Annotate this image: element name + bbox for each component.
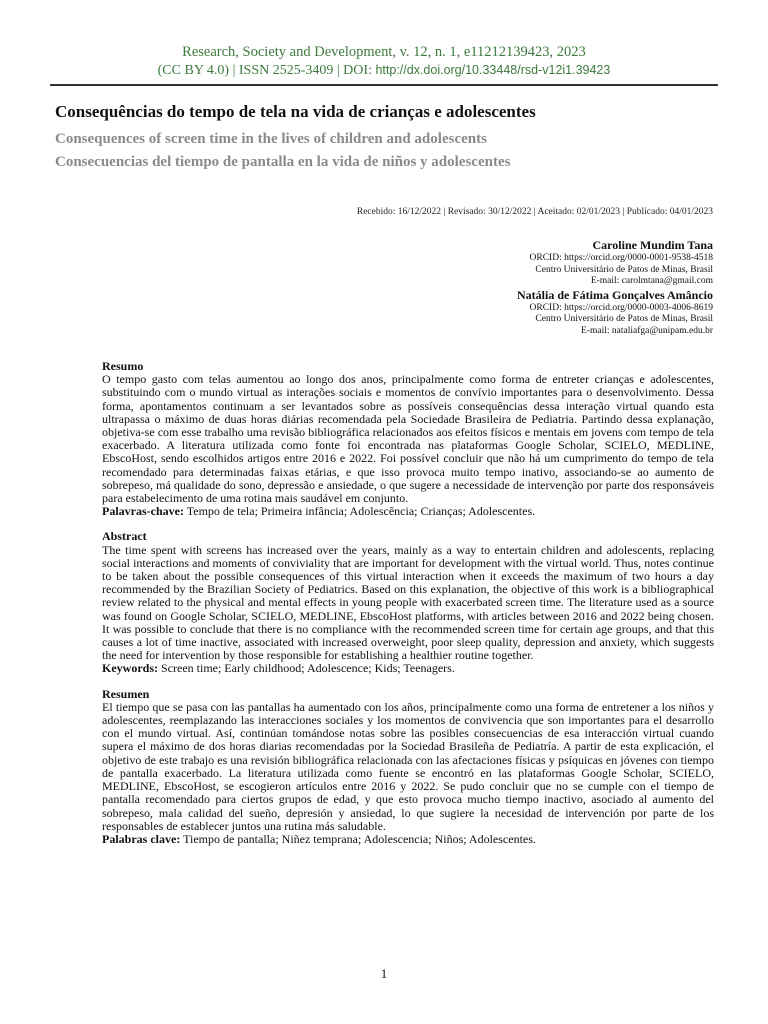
journal-header [0, 43, 768, 80]
keywords-list: Tiempo de pantalla; Niñez temprana; Adolescencia; Niños; Adolescentes. [180, 831, 536, 846]
article-titles [55, 101, 715, 175]
abstracts [102, 360, 714, 858]
publication-dates: Recebido: 16/12/2022 | Revisado: 30/12/2022 | Aceitado: 02/01/2023 | Publicado: 04/01/2023 [356, 207, 713, 217]
author-block [517, 238, 713, 337]
doi-link[interactable]: http://dx.doi.org/10.33448/rsd-v12i1.39423 [375, 63, 611, 77]
journal-citation: Research, Society and Development, v. 12, n. 1, e11212139423, 2023 [182, 44, 586, 60]
keywords-label: Palavras-chave: [102, 504, 184, 519]
author-affiliation: Centro Universitário de Patos de Minas, Brasil [535, 314, 713, 324]
author-affiliation: Centro Universitário de Patos de Minas, Brasil [535, 264, 713, 275]
author-orcid[interactable]: ORCID: https://orcid.org/0000-0003-4006-8619 [529, 302, 713, 313]
keywords-line [102, 505, 714, 518]
author-name: Caroline Mundim Tana [592, 238, 713, 252]
section-heading: Abstract [102, 529, 147, 544]
section-resumen [102, 688, 714, 846]
abstract-text: El tiempo que se pasa con las pantallas ha aumentado con los años, principalmente como una forma de entretener a los niños y adolescentes, reemplazando las interacciones sociales y los momentos de convivencia que son importantes para el desarrollo con el mundo virtual. Así, continúan tomándose notas sobre las posibles consecuencias de esa interacción virtual cuando supera el máximo de dos horas diarias recomendadas por la Sociedad Brasileña de Pediatría. A partir de esta explicación, el objetivo de este trabajo es una revisión bibliográfica relacionada con las afectaciones físicas y psíquicas en jóvenes con tiempo de pantalla exacerbado. La literatura utilizada como fuente se encontró en las plataformas Google Scholar, SCIELO, MEDLINE, EbscoHost, se escogieron artículos entre 2016 y 2022. Se pudo concluir que no se cumple con el tiempo de pantalla recomendado para ciertos grupos de edad, y que esto provoca mucho tiempo inactivo, asociado al aumento del sobrepeso, mala calidad del sueño, depresión y ansiedad, lo que sugiere la necesidad de intervención por parte de los responsables de establecer juntos una rutina más saludable. [102, 699, 714, 833]
section-heading: Resumo [102, 359, 144, 373]
title-english: Consequences of screen time in the lives of children and adolescents [55, 131, 487, 147]
keywords-label: Palabras clave: [102, 831, 181, 846]
author-1 [517, 238, 713, 288]
author-email[interactable]: E-mail: nataliafga@unipam.edu.br [581, 325, 713, 336]
keywords-list: Tempo de tela; Primeira infância; Adolescência; Crianças; Adolescentes. [183, 504, 536, 519]
abstract-text: O tempo gasto com telas aumentou ao longo dos anos, principalmente como forma de entreter crianças e adolescentes, substituindo com o mundo virtual as interações sociais e momentos de convívio importantes para o desenvolvimento. Dessa forma, apontamentos continuam a ser levantados sobre as possíveis consequências dessa interação virtual quando esta ultrapassa o máximo de duas horas diárias recomendada pela Sociedade Brasileira de Pediatria. Partindo dessa explanação, objetiva-se com esse trabalho uma revisão bibliográfica relacionados aos efeitos físicos e mentais em jovens com tempo de tela exacerbado. A literatura utilizada como fonte foi encontrada nas plataformas Google Scholar, SCIELO, MEDLINE, EbscoHost, sendo escolhidos artigos entre 2016 e 2022. Foi possível concluir que não há um cumprimento do tempo de tela recomendado para determinadas faixas etárias, e que isso provoca muito tempo inativo, associando-se ao aumento de sobrepeso, má qualidade do sono, depressão e ansiedade, o que sugere a necessidade de intervenção por parte dos responsáveis para estabelecimento de uma rotina mais saudável em conjunto. [102, 372, 714, 506]
section-abstract [102, 530, 714, 675]
abstract-text: The time spent with screens has increased over the years, mainly as a way to entertain children and adolescents, replacing social interactions and moments of conviviality that are important for development with the virtual world. Thus, notes continue to be taken about the possible consequences of this virtual interaction when it exceeds the maximum of two hours a day recommended by the Brazilian Society of Pediatrics. Based on this explanation, the objective of this work is a bibliographical review related to the physical and mental effects in young people with exacerbated screen time. The literature used as a source was found on Google Scholar, SCIELO, MEDLINE, EbscoHost platforms, with articles between 2016 and 2022 being chosen. It was possible to conclude that there is no compliance with the recommended screen time for certain age groups, and that this causes a lot of time inactive, associated with increased overweight, poor sleep quality, depression and anxiety, which suggests the need for intervention by those responsible for establishing a healthier routine together. [102, 542, 714, 663]
page-number: 1 [380, 966, 388, 981]
section-resumo [102, 360, 714, 518]
header-divider [50, 84, 718, 86]
title-spanish: Consecuencias del tiempo de pantalla en la vida de niños y adolescentes [55, 154, 511, 170]
title-portuguese: Consequências do tempo de tela na vida de crianças e adolescentes [55, 102, 536, 121]
license-issn-text: (CC BY 4.0) | ISSN 2525-3409 | DOI: [157, 63, 376, 78]
keywords-line [102, 833, 714, 846]
keywords-list: Screen time; Early childhood; Adolescence; Kids; Teenagers. [158, 661, 455, 676]
author-2 [517, 288, 713, 338]
keywords-label: Keywords: [102, 661, 158, 676]
author-name: Natália de Fátima Gonçalves Amâncio [517, 287, 713, 302]
license-issn-doi [0, 61, 768, 80]
keywords-line [102, 662, 714, 675]
author-email[interactable]: E-mail: carolmtana@gmail.com [590, 276, 713, 286]
section-heading: Resumen [102, 686, 150, 701]
author-orcid[interactable]: ORCID: https://orcid.org/0000-0001-9538-4518 [529, 253, 713, 263]
